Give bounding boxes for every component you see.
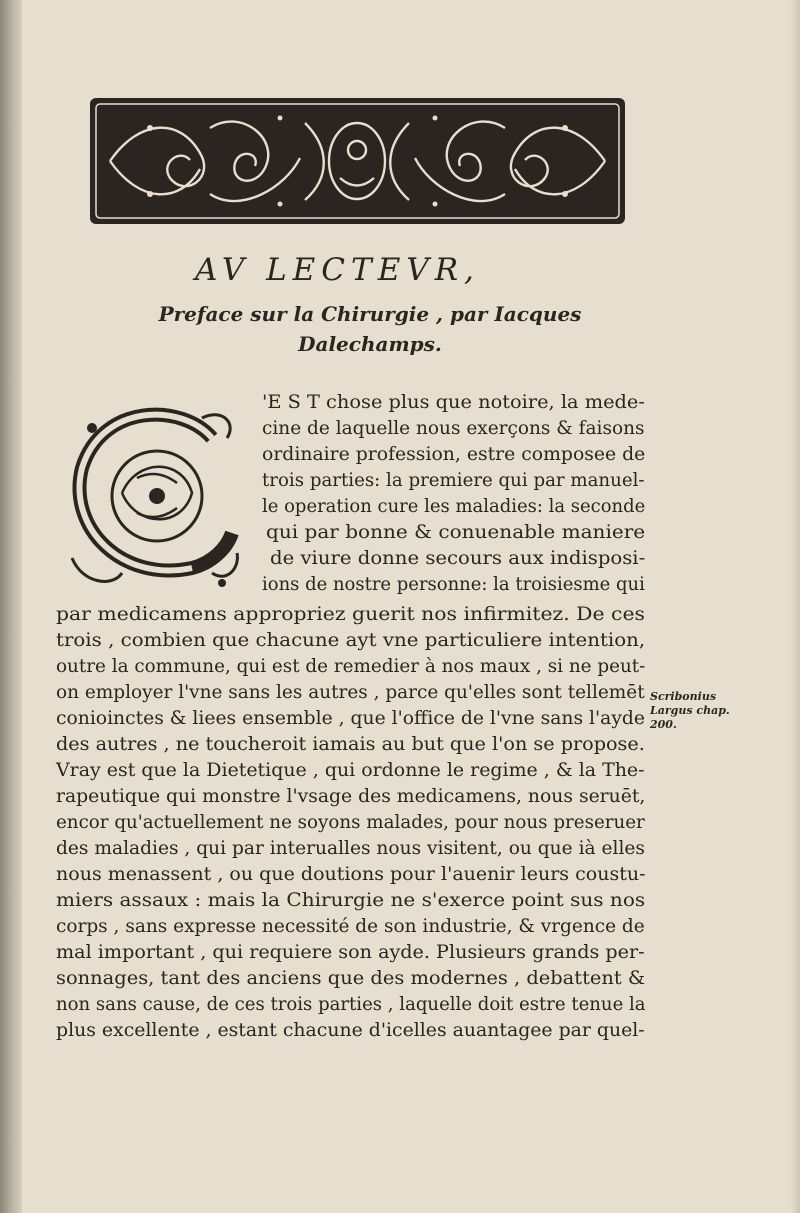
text-line: ions de nostre personne: la troisiesme qui bbox=[262, 574, 645, 595]
subtitle-line-1: Preface sur la Chirurgie , par Iacques bbox=[158, 302, 582, 326]
text-line: plus excellente , estant chacune d'icelles auantagee par quel- bbox=[56, 1020, 645, 1041]
text-line: non sans cause, de ces trois parties , laquelle doit estre tenue la bbox=[56, 994, 646, 1015]
text-line: qui par bonne & conuenable maniere bbox=[266, 522, 646, 543]
text-line: outre la commune, qui est de remedier à nos maux , si ne peut- bbox=[56, 656, 646, 677]
text-line: 'E S T chose plus que notoire, la mede- bbox=[262, 392, 645, 413]
text-line: trois , combien que chacune ayt vne particuliere intention, bbox=[56, 630, 646, 651]
margin-note-line-1: Scribonius bbox=[650, 690, 717, 703]
decorated-initial-c bbox=[62, 398, 247, 593]
text-line: trois parties: la premiere qui par manuel- bbox=[262, 470, 645, 491]
text-line: miers assaux : mais la Chirurgie ne s'exerce point sus nos bbox=[56, 890, 646, 911]
text-line: de viure donne secours aux indisposi- bbox=[270, 548, 646, 569]
text-line: sonnages, tant des anciens que des modernes , debattent & bbox=[56, 968, 646, 989]
page-title: AV LECTEVR, bbox=[195, 252, 480, 288]
subtitle-line-2: Dalechamps. bbox=[298, 332, 442, 356]
page-right-edge bbox=[790, 0, 800, 1213]
text-line: corps , sans expresse necessité de son industrie, & vrgence de bbox=[56, 916, 645, 937]
text-line: nous menassent , ou que doutions pour l'auenir leurs coustu- bbox=[56, 864, 646, 885]
margin-note-line-3: 200. bbox=[650, 718, 677, 731]
headpiece-ornament bbox=[90, 98, 625, 224]
text-line: encor qu'actuellement ne soyons malades, pour nous preseruer bbox=[56, 812, 645, 833]
text-line: des autres , ne toucheroit iamais au but que l'on se propose. bbox=[56, 734, 645, 755]
page-spine-shadow bbox=[0, 0, 22, 1213]
text-line: on employer l'vne sans les autres , parce qu'elles sont tellemēt bbox=[56, 682, 645, 703]
margin-note-line-2: Largus chap. bbox=[650, 704, 730, 717]
text-line: Vray est que la Dietetique , qui ordonne le regime , & la The- bbox=[56, 760, 645, 781]
text-line: mal important , qui requiere son ayde. Plusieurs grands per- bbox=[56, 942, 645, 963]
text-line: cine de laquelle nous exerçons & faisons bbox=[262, 418, 645, 439]
text-line: par medicamens appropriez guerit nos infirmitez. De ces bbox=[56, 604, 645, 625]
text-line: le operation cure les maladies: la seconde bbox=[262, 496, 646, 517]
text-line: des maladies , qui par interualles nous visitent, ou que ià elles bbox=[56, 838, 645, 859]
text-line: conioinctes & liees ensemble , que l'office de l'vne sans l'ayde bbox=[56, 708, 645, 729]
text-line: ordinaire profession, estre composee de bbox=[262, 444, 646, 465]
text-line: rapeutique qui monstre l'vsage des medicamens, nous seruēt, bbox=[56, 786, 646, 807]
